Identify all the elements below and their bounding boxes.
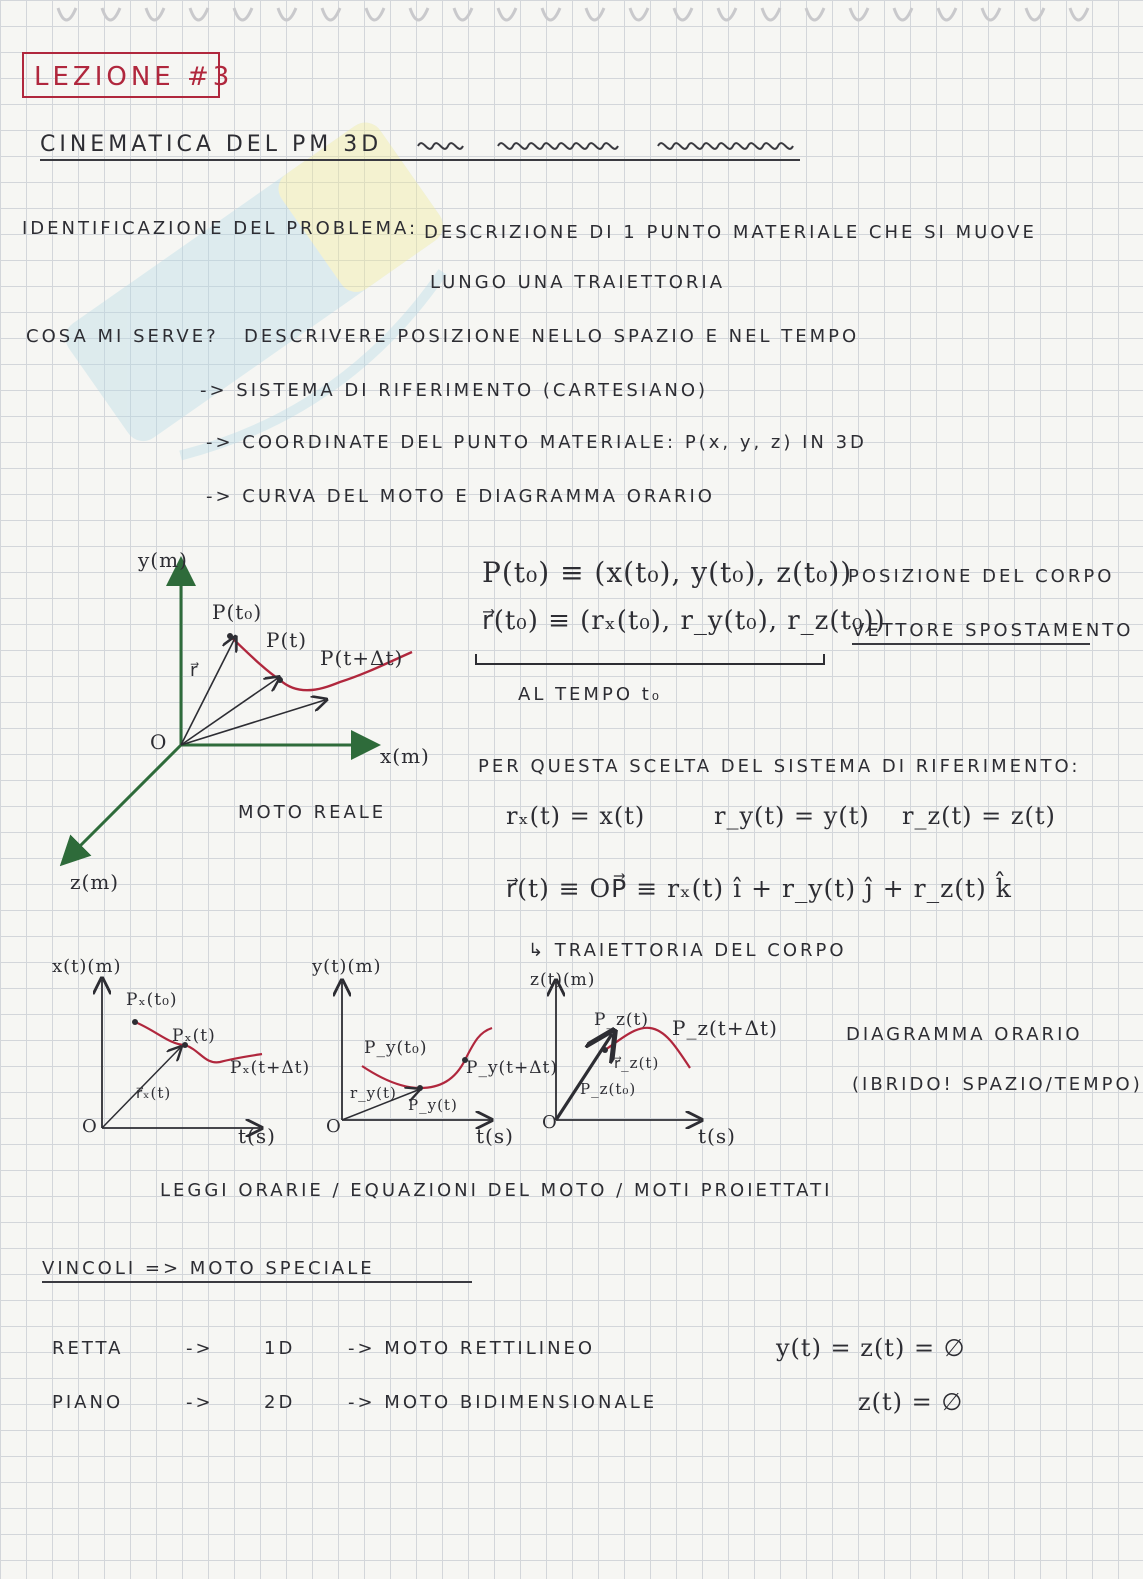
eq-rx: rₓ(t) = x(t) — [506, 802, 646, 830]
x-projection-chart — [80, 960, 320, 1150]
needs-item-3: -> CURVA DEL MOTO E DIAGRAMMA ORARIO — [206, 486, 715, 507]
constraint-row-2-arrow: -> — [186, 1392, 214, 1413]
z-axis-line — [64, 745, 181, 862]
x-chart-vec: r⃗ₓ(t) — [136, 1084, 172, 1102]
time-brace — [474, 652, 826, 672]
notebook-rings — [0, 0, 1116, 40]
constraint-row-2-name: PIANO — [52, 1392, 124, 1413]
eq-rz: r_z(t) = z(t) — [902, 802, 1056, 830]
z-chart-p1: P_z(t) — [594, 1010, 649, 1030]
z-chart-x-label: t(s) — [698, 1124, 736, 1148]
constraint-row-2-dim: 2D — [264, 1392, 296, 1413]
constraint-row-1-eq: y(t) = z(t) = ∅ — [776, 1334, 966, 1362]
y-chart-p1: P_y(t) — [408, 1096, 458, 1114]
x-chart-p2: Pₓ(t+Δt) — [230, 1058, 311, 1078]
problem-line2: LUNGO UNA TRAIETTORIA — [430, 272, 726, 293]
main-vector-label: r⃗ — [190, 660, 199, 681]
trajectory-label: ↳ TRAIETTORIA DEL CORPO — [528, 940, 847, 961]
constraint-row-1-dim: 1D — [264, 1338, 296, 1359]
main-y-axis-label: y(m) — [138, 548, 188, 572]
constraint-row-1-arrow: -> — [186, 1338, 214, 1359]
z-chart-vec: r⃗_z(t) — [614, 1054, 660, 1072]
y-chart-p0: P_y(t₀) — [364, 1038, 428, 1058]
constraint-row-1-name: RETTA — [52, 1338, 124, 1359]
main-diagram-caption: MOTO REALE — [238, 802, 387, 823]
problem-line1: DESCRIZIONE DI 1 PUNTO MATERIALE CHE SI MUOVE — [424, 222, 1037, 243]
x-chart-y-label: x(t)(m) — [52, 956, 122, 977]
eq-position-label: POSIZIONE DEL CORPO — [848, 566, 1115, 587]
constraint-row-2-motion: -> MOTO BIDIMENSIONALE — [348, 1392, 658, 1413]
coordinate-choice: PER QUESTA SCELTA DEL SISTEMA DI RIFERIMENTO: — [478, 756, 1081, 777]
needs-item-2: -> COORDINATE DEL PUNTO MATERIALE: P(x, y, z) IN 3D — [206, 432, 867, 453]
eq-ry: r_y(t) = y(t) — [714, 802, 870, 830]
orario-diagram-label: DIAGRAMMA ORARIO — [846, 1024, 1083, 1045]
z-chart-y-label: z(t)(m) — [530, 970, 596, 990]
y-chart-x-label: t(s) — [476, 1124, 514, 1148]
y-chart-vec: r_y(t) — [350, 1084, 397, 1102]
eq-position-t0: P(t₀) ≡ (x(t₀), y(t₀), z(t₀)) — [482, 556, 853, 589]
page-title: CINEMATICA DEL PM 3D — [40, 132, 800, 161]
constraints-title: VINCOLI => MOTO SPECIALE — [42, 1258, 472, 1283]
y-chart-y-label: y(t)(m) — [312, 956, 382, 977]
scribble-title — [418, 134, 798, 158]
projections-caption: LEGGI ORARIE / EQUAZIONI DEL MOTO / MOTI PROIETTATI — [160, 1180, 833, 1201]
point-p-tdt-label: P(t+Δt) — [320, 646, 404, 670]
eq-vector-t0: r⃗(t₀) ≡ (rₓ(t₀), r_y(t₀), r_z(t₀)) — [482, 606, 886, 636]
x-chart-p1: Pₓ(t) — [172, 1026, 216, 1046]
eq-vector-label: VETTORE SPOSTAMENTO — [852, 620, 1090, 645]
eq-vector-sum: r⃗(t) ≡ OP⃗ ≡ rₓ(t) î + r_y(t) ĵ + r_z(t) k̂ — [506, 874, 1012, 903]
z-chart-origin: O — [542, 1112, 558, 1133]
needs-answer: DESCRIVERE POSIZIONE NELLO SPAZIO E NEL TEMPO — [244, 326, 860, 347]
time-label: AL TEMPO t₀ — [518, 684, 662, 705]
needs-question: COSA MI SERVE? — [26, 326, 219, 347]
main-z-axis-label: z(m) — [70, 870, 120, 894]
main-3d-diagram — [40, 540, 460, 900]
point-p-t0-label: P(t₀) — [212, 600, 263, 624]
x-chart-p0: Pₓ(t₀) — [126, 990, 178, 1010]
x-chart-x-label: t(s) — [238, 1124, 276, 1148]
lesson-label: LEZIONE #3 — [22, 52, 220, 98]
z-chart-p0: P_z(t₀) — [580, 1080, 637, 1098]
y-chart-origin: O — [326, 1116, 342, 1137]
point-p-t-label: P(t) — [266, 628, 308, 652]
x-chart-origin: O — [82, 1116, 98, 1137]
problem-label: IDENTIFICAZIONE DEL PROBLEMA: — [22, 218, 419, 239]
needs-item-1: -> SISTEMA DI RIFERIMENTO (CARTESIANO) — [200, 380, 709, 401]
y-chart-p2: P_y(t+Δt) — [466, 1058, 558, 1078]
main-origin-label: O — [150, 730, 168, 754]
constraint-row-1-motion: -> MOTO RETTILINEO — [348, 1338, 596, 1359]
main-x-axis-label: x(m) — [380, 744, 430, 768]
z-chart-p2: P_z(t+Δt) — [672, 1016, 778, 1040]
orario-diagram-sub: (IBRIDO! SPAZIO/TEMPO) — [852, 1074, 1143, 1095]
constraint-row-2-eq: z(t) = ∅ — [858, 1388, 964, 1416]
